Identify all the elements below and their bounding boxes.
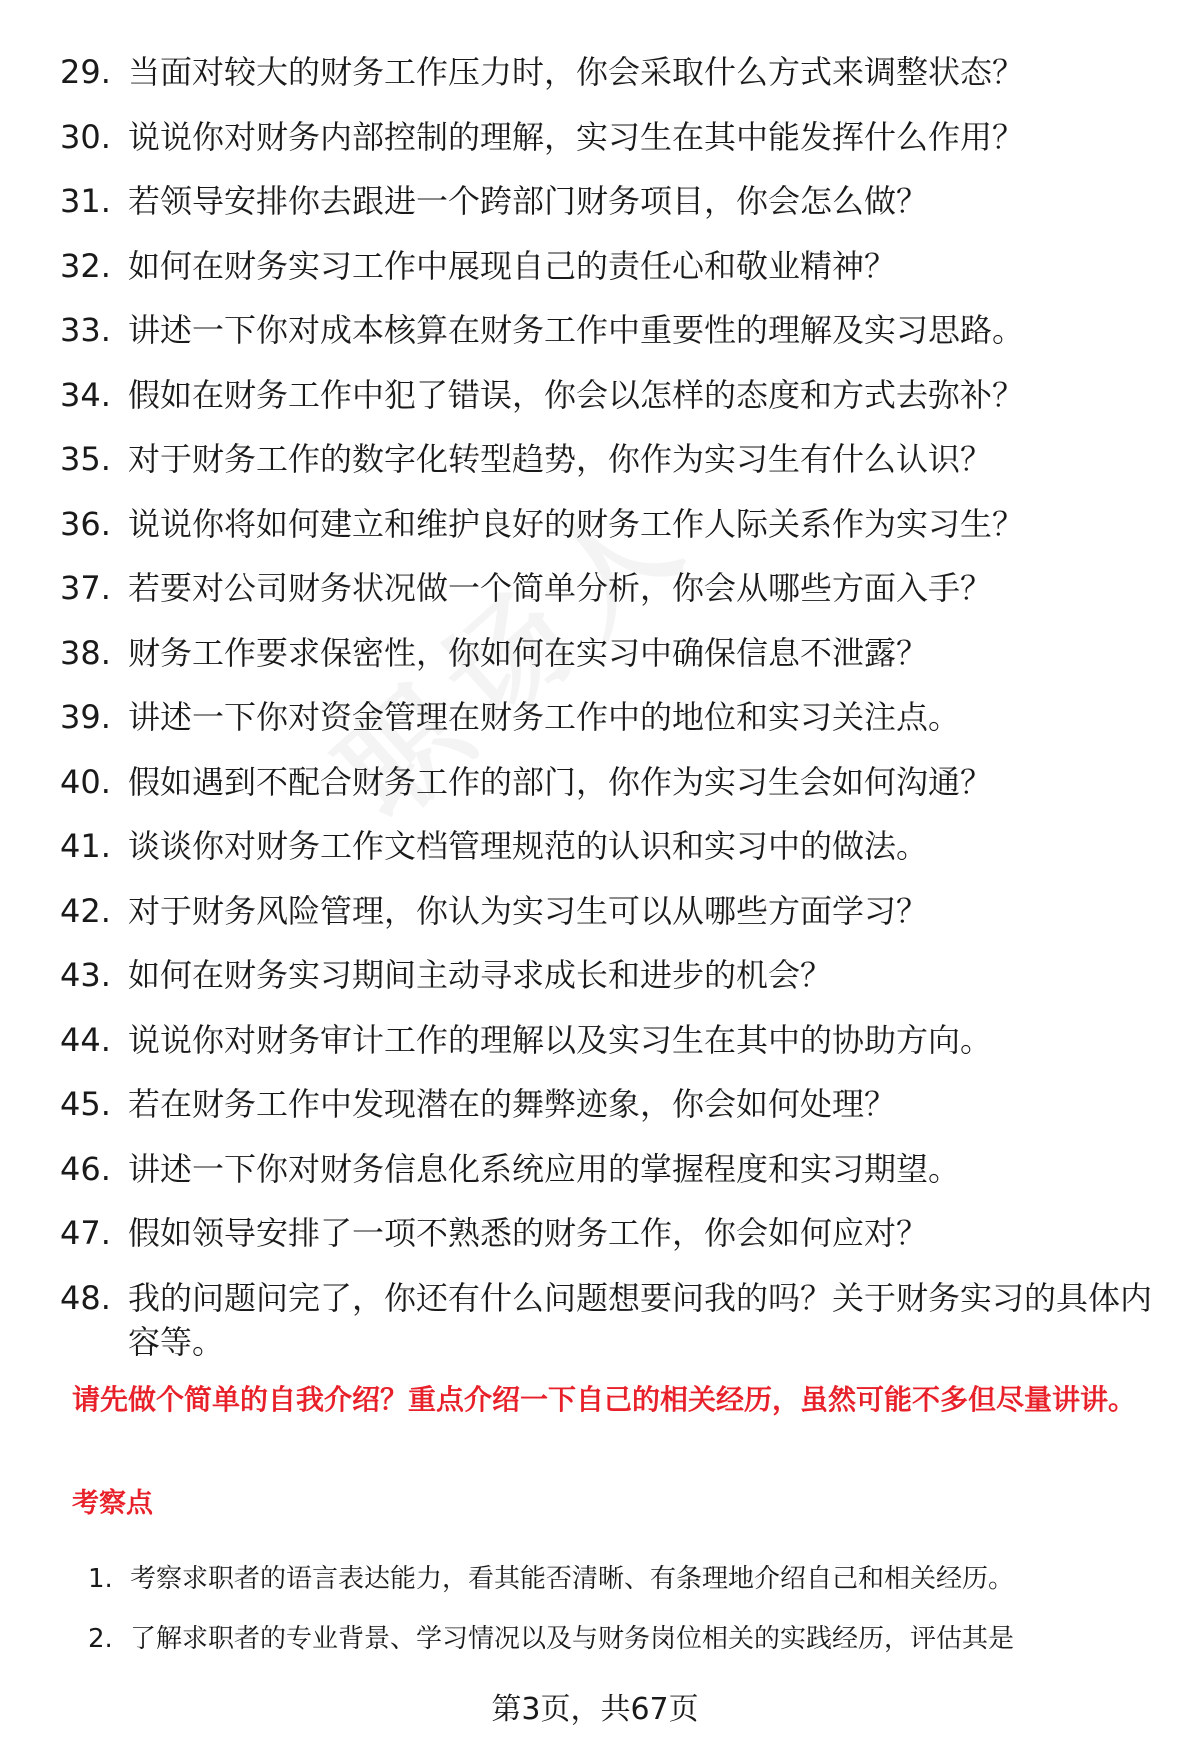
- question-text: 谈谈你对财务工作文档管理规范的认识和实习中的做法。: [128, 827, 929, 865]
- question-text: 假如领导安排了一项不熟悉的财务工作，你会如何应对？: [128, 1214, 929, 1252]
- question-number: 43.: [60, 956, 111, 994]
- question-text: 我的问题问完了，你还有什么问题想要问我的吗？关于财务实习的具体内容等。: [128, 1278, 1153, 1361]
- question-number: 36.: [60, 504, 111, 543]
- question-text: 财务工作要求保密性，你如何在实习中确保信息不泄露？: [128, 633, 929, 672]
- question-number: 39.: [60, 698, 111, 736]
- question-item: [60, 308, 1170, 352]
- question-item: [60, 50, 1170, 94]
- question-text: 如何在财务实习期间主动寻求成长和进步的机会？: [128, 956, 833, 994]
- page-footer: 第3页，共67页: [491, 1692, 699, 1727]
- question-item: [60, 760, 1170, 804]
- question-text: 若要对公司财务状况做一个简单分析，你会从哪些方面入手？: [128, 569, 993, 607]
- question-number: 46.: [60, 1149, 111, 1188]
- question-number: 41.: [60, 827, 111, 865]
- question-number: 31.: [60, 182, 111, 220]
- question-text: 对于财务风险管理，你认为实习生可以从哪些方面学习？: [128, 891, 929, 930]
- question-item: [60, 631, 1170, 675]
- question-text: 假如遇到不配合财务工作的部门，你作为实习生会如何沟通？: [128, 762, 993, 801]
- question-item: [60, 244, 1170, 288]
- question-item: [60, 1276, 1170, 1364]
- question-item: [60, 1147, 1170, 1191]
- question-text: 若领导安排你去跟进一个跨部门财务项目，你会怎么做？: [128, 182, 929, 220]
- question-item: [60, 373, 1170, 417]
- question-number: 32.: [60, 246, 111, 285]
- section-title: 考察点: [72, 1488, 153, 1519]
- question-item: [60, 1082, 1170, 1126]
- question-number: 30.: [60, 117, 111, 156]
- question-text: 说说你将如何建立和维护良好的财务工作人际关系作为实习生？: [128, 504, 1025, 543]
- question-text: 若在财务工作中发现潜在的舞弊迹象，你会如何处理？: [128, 1085, 897, 1123]
- highlighted-question: 请先做个简单的自我介绍？重点介绍一下自己的相关经历，虽然可能不多但尽量讲讲。: [72, 1383, 1137, 1416]
- question-item: [60, 179, 1170, 223]
- question-item: [60, 695, 1170, 739]
- question-text: 说说你对财务审计工作的理解以及实习生在其中的协助方向。: [128, 1020, 993, 1059]
- question-item: [60, 824, 1170, 868]
- point-text: 考察求职者的语言表达能力，看其能否清晰、有条理地介绍自己和相关经历。: [130, 1564, 1015, 1594]
- question-list: [60, 50, 1170, 1384]
- question-number: 47.: [60, 1214, 111, 1252]
- question-text: 讲述一下你对成本核算在财务工作中重要性的理解及实习思路。: [128, 311, 1025, 349]
- question-item: [60, 502, 1170, 546]
- question-text: 讲述一下你对资金管理在财务工作中的地位和实习关注点。: [128, 698, 961, 736]
- question-text: 对于财务工作的数字化转型趋势，你作为实习生有什么认识？: [128, 440, 993, 478]
- question-number: 35.: [60, 440, 111, 478]
- question-text: 如何在财务实习工作中展现自己的责任心和敬业精神？: [128, 246, 897, 285]
- question-number: 29.: [60, 53, 111, 91]
- question-text: 当面对较大的财务工作压力时，你会采取什么方式来调整状态？: [128, 53, 1025, 91]
- evaluation-point: [88, 1622, 1168, 1656]
- question-number: 40.: [60, 762, 111, 801]
- question-item: [60, 566, 1170, 610]
- question-item: [60, 1018, 1170, 1062]
- question-text: 说说你对财务内部控制的理解，实习生在其中能发挥什么作用？: [128, 117, 1025, 156]
- point-number: 1.: [88, 1564, 113, 1594]
- question-item: [60, 953, 1170, 997]
- question-text: 假如在财务工作中犯了错误，你会以怎样的态度和方式去弥补？: [128, 375, 1025, 414]
- question-number: 37.: [60, 569, 111, 607]
- question-text: 讲述一下你对财务信息化系统应用的掌握程度和实习期望。: [128, 1149, 961, 1188]
- question-number: 34.: [60, 375, 111, 414]
- question-number: 45.: [60, 1085, 111, 1123]
- question-number: 48.: [60, 1278, 111, 1317]
- point-number: 2.: [88, 1624, 113, 1654]
- question-item: [60, 115, 1170, 159]
- evaluation-points-list: [88, 1562, 1168, 1682]
- question-number: 38.: [60, 633, 111, 672]
- question-item: [60, 1211, 1170, 1255]
- point-text: 了解求职者的专业背景、学习情况以及与财务岗位相关的实践经历，评估其是: [130, 1624, 1015, 1654]
- question-item: [60, 437, 1170, 481]
- question-number: 33.: [60, 311, 111, 349]
- question-number: 42.: [60, 891, 111, 930]
- evaluation-point: [88, 1562, 1168, 1596]
- question-number: 44.: [60, 1020, 111, 1059]
- question-item: [60, 889, 1170, 933]
